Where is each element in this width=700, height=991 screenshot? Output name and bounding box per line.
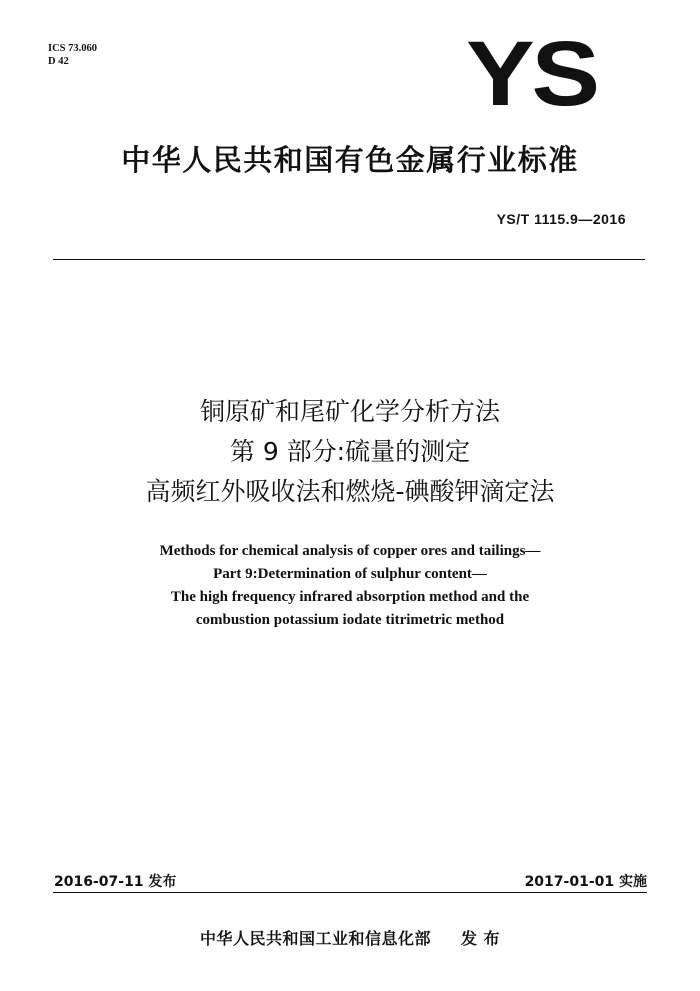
chinese-title-line-3: 高频红外吸收法和燃烧-碘酸钾滴定法	[145, 477, 555, 506]
english-title-line-2: Part 9:Determination of sulphur content—	[213, 566, 487, 582]
chinese-title-line-2: 第 9 部分:硫量的测定	[229, 437, 471, 466]
issuer-line	[0, 926, 700, 949]
classification-codes	[48, 42, 97, 68]
english-title	[0, 540, 700, 632]
english-title-line-4: combustion potassium iodate titrimetric method	[195, 612, 505, 628]
standard-number: YS/T 1115.9—2016	[496, 211, 626, 227]
implementation-date: 2017-01-01 实施	[524, 874, 647, 890]
issuer-name: 中华人民共和国工业和信息化部	[199, 929, 431, 948]
issuer-action: 发 布	[460, 929, 501, 948]
chinese-title-line-1: 铜原矿和尾矿化学分析方法	[199, 397, 500, 426]
ys-logo: YS	[466, 23, 597, 125]
header-divider	[53, 259, 645, 260]
english-title-line-3: The high frequency infrared absorption method and the	[170, 589, 530, 605]
english-title-line-1: Methods for chemical analysis of copper ores and tailings—	[159, 543, 541, 559]
issue-date: 2016-07-11 发布	[54, 874, 177, 890]
standard-category-title: 中华人民共和国有色金属行业标准	[121, 143, 579, 177]
ics-code: ICS 73.060	[48, 43, 98, 54]
footer-divider	[53, 892, 647, 893]
ccs-code: D 42	[48, 56, 69, 67]
chinese-title	[0, 392, 700, 512]
